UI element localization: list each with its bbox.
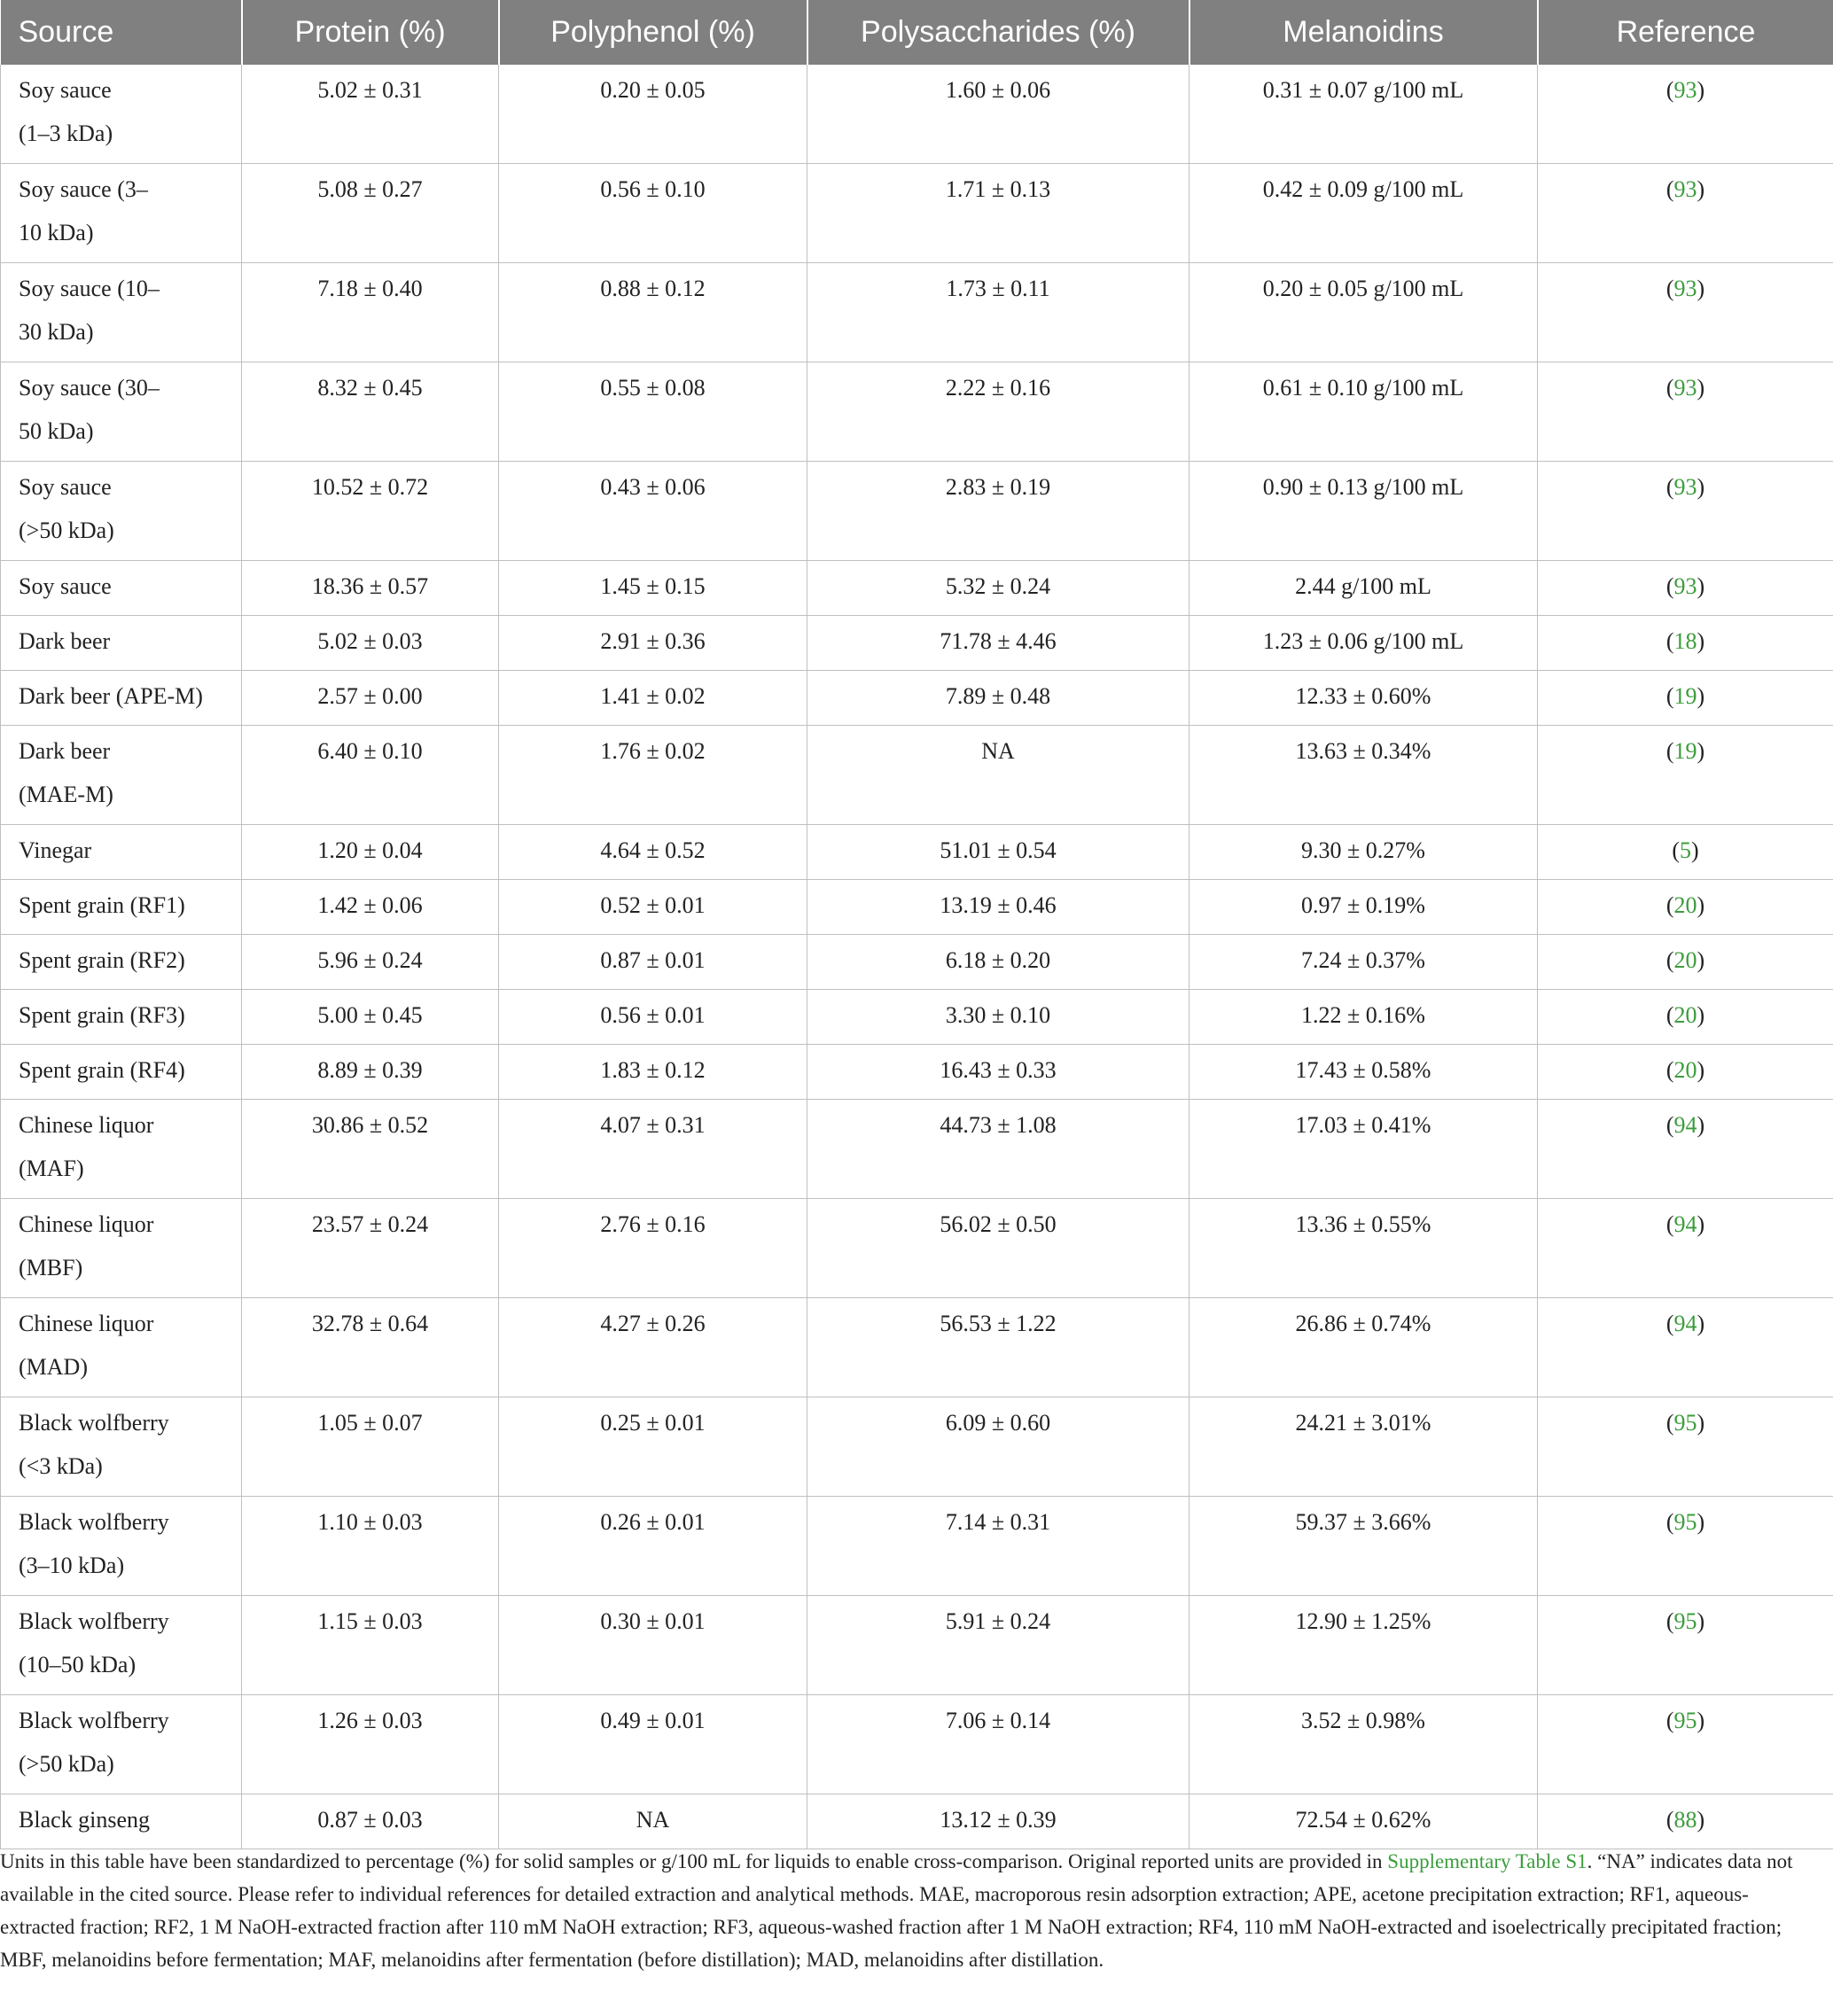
cell-source: Black wolfberry (<3 kDa) [1,1397,242,1497]
cell-reference: (95) [1538,1497,1833,1596]
reference-link[interactable]: 19 [1673,683,1697,709]
cell-reference: (5) [1538,825,1833,880]
cell-melanoidins: 17.43 ± 0.58% [1190,1045,1538,1100]
cell-protein: 30.86 ± 0.52 [242,1100,499,1199]
header-row [1,0,1833,65]
table-row [1,616,1833,671]
cell-polyphenol: 0.56 ± 0.10 [499,164,807,263]
reference-link[interactable]: 94 [1673,1112,1697,1138]
table-row [1,1100,1833,1199]
cell-melanoidins: 26.86 ± 0.74% [1190,1298,1538,1397]
cell-reference: (20) [1538,1045,1833,1100]
header-melanoidins: Melanoidins [1190,0,1538,65]
cell-melanoidins: 59.37 ± 3.66% [1190,1497,1538,1596]
reference-link[interactable]: 95 [1673,1410,1697,1436]
cell-protein: 5.00 ± 0.45 [242,990,499,1045]
table-header [1,0,1833,65]
cell-source: Soy sauce [1,561,242,616]
cell-source: Spent grain (RF2) [1,935,242,990]
cell-melanoidins: 0.61 ± 0.10 g/100 mL [1190,362,1538,462]
cell-protein: 5.08 ± 0.27 [242,164,499,263]
cell-reference: (93) [1538,65,1833,164]
reference-link[interactable]: 93 [1673,573,1697,599]
cell-melanoidins: 17.03 ± 0.41% [1190,1100,1538,1199]
cell-polysaccharides: 5.32 ± 0.24 [807,561,1190,616]
cell-polysaccharides: 6.18 ± 0.20 [807,935,1190,990]
cell-polyphenol: 0.43 ± 0.06 [499,462,807,561]
cell-melanoidins: 13.36 ± 0.55% [1190,1199,1538,1298]
reference-link[interactable]: 19 [1673,738,1697,764]
cell-polyphenol: 0.49 ± 0.01 [499,1695,807,1794]
cell-reference: (93) [1538,164,1833,263]
cell-protein: 1.05 ± 0.07 [242,1397,499,1497]
cell-protein: 1.10 ± 0.03 [242,1497,499,1596]
footnote-text-1: Units in this table have been standardized to percentage (%) for solid samples or g/100 mL for liquids to enable cross-comparison. Original reported units are provided in [0,1850,1388,1872]
cell-protein: 32.78 ± 0.64 [242,1298,499,1397]
cell-melanoidins: 1.22 ± 0.16% [1190,990,1538,1045]
cell-source: Chinese liquor (MBF) [1,1199,242,1298]
cell-source: Soy sauce (30– 50 kDa) [1,362,242,462]
header-source: Source [1,0,242,65]
reference-link[interactable]: 20 [1673,1002,1697,1028]
table-body [1,65,1833,1849]
cell-polysaccharides: 51.01 ± 0.54 [807,825,1190,880]
cell-protein: 10.52 ± 0.72 [242,462,499,561]
cell-polyphenol: 0.55 ± 0.08 [499,362,807,462]
cell-reference: (19) [1538,671,1833,726]
cell-protein: 1.15 ± 0.03 [242,1596,499,1695]
table-row [1,263,1833,362]
header-polysaccharides: Polysaccharides (%) [807,0,1190,65]
cell-melanoidins: 7.24 ± 0.37% [1190,935,1538,990]
cell-melanoidins: 3.52 ± 0.98% [1190,1695,1538,1794]
table-row [1,1794,1833,1849]
reference-link[interactable]: 5 [1680,837,1691,863]
cell-polyphenol: 1.83 ± 0.12 [499,1045,807,1100]
cell-protein: 7.18 ± 0.40 [242,263,499,362]
cell-source: Black wolfberry (10–50 kDa) [1,1596,242,1695]
cell-polysaccharides: 2.83 ± 0.19 [807,462,1190,561]
cell-polyphenol: 0.56 ± 0.01 [499,990,807,1045]
cell-protein: 5.02 ± 0.03 [242,616,499,671]
table-row [1,935,1833,990]
cell-reference: (94) [1538,1100,1833,1199]
reference-link[interactable]: 18 [1673,628,1697,654]
cell-reference: (94) [1538,1199,1833,1298]
table-row [1,825,1833,880]
table-row [1,1298,1833,1397]
table-footnote [0,1845,1808,1976]
cell-polyphenol: 2.91 ± 0.36 [499,616,807,671]
table-row [1,1497,1833,1596]
table-row [1,726,1833,825]
cell-source: Soy sauce (10– 30 kDa) [1,263,242,362]
table-row [1,990,1833,1045]
cell-protein: 5.02 ± 0.31 [242,65,499,164]
cell-reference: (93) [1538,561,1833,616]
cell-polysaccharides: 44.73 ± 1.08 [807,1100,1190,1199]
cell-polysaccharides: 56.53 ± 1.22 [807,1298,1190,1397]
cell-reference: (95) [1538,1596,1833,1695]
reference-link[interactable]: 95 [1673,1708,1697,1733]
cell-source: Black ginseng [1,1794,242,1849]
table-row [1,1695,1833,1794]
cell-polyphenol: 0.26 ± 0.01 [499,1497,807,1596]
header-reference: Reference [1538,0,1833,65]
cell-protein: 18.36 ± 0.57 [242,561,499,616]
cell-source: Soy sauce (1–3 kDa) [1,65,242,164]
cell-reference: (20) [1538,990,1833,1045]
cell-polyphenol: 1.45 ± 0.15 [499,561,807,616]
cell-polyphenol: 0.25 ± 0.01 [499,1397,807,1497]
cell-reference: (95) [1538,1695,1833,1794]
reference-link[interactable]: 93 [1673,77,1697,103]
reference-link[interactable]: 93 [1673,474,1697,500]
cell-reference: (88) [1538,1794,1833,1849]
cell-protein: 1.26 ± 0.03 [242,1695,499,1794]
cell-melanoidins: 24.21 ± 3.01% [1190,1397,1538,1497]
reference-link[interactable]: 20 [1673,1057,1697,1083]
cell-protein: 0.87 ± 0.03 [242,1794,499,1849]
cell-polysaccharides: 6.09 ± 0.60 [807,1397,1190,1497]
cell-melanoidins: 2.44 g/100 mL [1190,561,1538,616]
table-row [1,1045,1833,1100]
table-row [1,880,1833,935]
cell-melanoidins: 0.90 ± 0.13 g/100 mL [1190,462,1538,561]
cell-source: Dark beer (MAE-M) [1,726,242,825]
cell-protein: 1.20 ± 0.04 [242,825,499,880]
cell-polyphenol: 1.41 ± 0.02 [499,671,807,726]
cell-reference: (18) [1538,616,1833,671]
cell-source: Chinese liquor (MAF) [1,1100,242,1199]
cell-melanoidins: 0.31 ± 0.07 g/100 mL [1190,65,1538,164]
cell-polysaccharides: 13.12 ± 0.39 [807,1794,1190,1849]
reference-link[interactable]: 95 [1673,1608,1697,1634]
cell-polyphenol: 0.88 ± 0.12 [499,263,807,362]
cell-source: Spent grain (RF1) [1,880,242,935]
cell-polysaccharides: 71.78 ± 4.46 [807,616,1190,671]
cell-polyphenol: 4.07 ± 0.31 [499,1100,807,1199]
cell-polyphenol: 0.20 ± 0.05 [499,65,807,164]
cell-source: Soy sauce (3– 10 kDa) [1,164,242,263]
cell-reference: (20) [1538,935,1833,990]
cell-reference: (93) [1538,263,1833,362]
table-row [1,1397,1833,1497]
cell-polysaccharides: 7.89 ± 0.48 [807,671,1190,726]
cell-melanoidins: 9.30 ± 0.27% [1190,825,1538,880]
cell-reference: (20) [1538,880,1833,935]
table-row [1,65,1833,164]
cell-melanoidins: 72.54 ± 0.62% [1190,1794,1538,1849]
cell-polysaccharides: 13.19 ± 0.46 [807,880,1190,935]
cell-source: Dark beer [1,616,242,671]
cell-protein: 6.40 ± 0.10 [242,726,499,825]
cell-polyphenol: 0.30 ± 0.01 [499,1596,807,1695]
cell-polyphenol: 2.76 ± 0.16 [499,1199,807,1298]
cell-polysaccharides: NA [807,726,1190,825]
cell-reference: (19) [1538,726,1833,825]
cell-melanoidins: 1.23 ± 0.06 g/100 mL [1190,616,1538,671]
cell-polysaccharides: 1.71 ± 0.13 [807,164,1190,263]
cell-protein: 8.32 ± 0.45 [242,362,499,462]
cell-source: Chinese liquor (MAD) [1,1298,242,1397]
reference-link[interactable]: 94 [1673,1311,1697,1336]
cell-polysaccharides: 1.60 ± 0.06 [807,65,1190,164]
cell-melanoidins: 12.33 ± 0.60% [1190,671,1538,726]
cell-reference: (95) [1538,1397,1833,1497]
cell-melanoidins: 0.42 ± 0.09 g/100 mL [1190,164,1538,263]
cell-polyphenol: 4.27 ± 0.26 [499,1298,807,1397]
reference-link[interactable]: 93 [1673,176,1697,202]
table-row [1,1596,1833,1695]
table-row [1,561,1833,616]
reference-link[interactable]: 94 [1673,1211,1697,1237]
reference-link[interactable]: 93 [1673,375,1697,401]
header-protein: Protein (%) [242,0,499,65]
supplementary-table-link[interactable]: Supplementary Table S1 [1387,1850,1587,1872]
cell-polysaccharides: 56.02 ± 0.50 [807,1199,1190,1298]
cell-protein: 5.96 ± 0.24 [242,935,499,990]
cell-polysaccharides: 7.14 ± 0.31 [807,1497,1190,1596]
cell-polyphenol: 0.52 ± 0.01 [499,880,807,935]
cell-polyphenol: 4.64 ± 0.52 [499,825,807,880]
cell-polysaccharides: 7.06 ± 0.14 [807,1695,1190,1794]
cell-polyphenol: 0.87 ± 0.01 [499,935,807,990]
cell-polysaccharides: 5.91 ± 0.24 [807,1596,1190,1695]
cell-polyphenol: 1.76 ± 0.02 [499,726,807,825]
cell-reference: (93) [1538,362,1833,462]
cell-protein: 1.42 ± 0.06 [242,880,499,935]
cell-melanoidins: 13.63 ± 0.34% [1190,726,1538,825]
cell-source: Spent grain (RF4) [1,1045,242,1100]
footnote-text-2: . “NA” indicates data not available in the cited source. Please refer to individual references for detailed extraction and analytical methods. MAE, macroporous resin adsorption extraction; APE, acetone precipitation extraction; RF1, aqueous-extracted fraction; RF2, 1 M NaOH-extracted fraction after 110 mM NaOH extraction; RF3, aqueous-washed fraction after 1 M NaOH extraction; RF4, 110 mM NaOH-extracted and isoelectrically precipitated fraction; MBF, melanoidins before fermentation; MAF, melanoidins after fermentation (before distillation); MAD, melanoidins after distillation. [0,1850,1793,1971]
cell-reference: (93) [1538,462,1833,561]
cell-polysaccharides: 2.22 ± 0.16 [807,362,1190,462]
cell-source: Dark beer (APE-M) [1,671,242,726]
cell-melanoidins: 0.97 ± 0.19% [1190,880,1538,935]
cell-polyphenol: NA [499,1794,807,1849]
table-row [1,671,1833,726]
table-row [1,164,1833,263]
reference-link[interactable]: 88 [1673,1807,1697,1833]
table-row [1,362,1833,462]
header-polyphenol: Polyphenol (%) [499,0,807,65]
table-row [1,462,1833,561]
reference-link[interactable]: 20 [1673,892,1697,918]
cell-source: Vinegar [1,825,242,880]
reference-link[interactable]: 20 [1673,947,1697,973]
cell-source: Black wolfberry (>50 kDa) [1,1695,242,1794]
cell-reference: (94) [1538,1298,1833,1397]
reference-link[interactable]: 95 [1673,1509,1697,1535]
cell-melanoidins: 12.90 ± 1.25% [1190,1596,1538,1695]
table-row [1,1199,1833,1298]
cell-source: Soy sauce (>50 kDa) [1,462,242,561]
cell-polysaccharides: 1.73 ± 0.11 [807,263,1190,362]
cell-melanoidins: 0.20 ± 0.05 g/100 mL [1190,263,1538,362]
cell-protein: 2.57 ± 0.00 [242,671,499,726]
cell-protein: 8.89 ± 0.39 [242,1045,499,1100]
cell-protein: 23.57 ± 0.24 [242,1199,499,1298]
cell-source: Black wolfberry (3–10 kDa) [1,1497,242,1596]
reference-link[interactable]: 93 [1673,276,1697,301]
cell-source: Spent grain (RF3) [1,990,242,1045]
cell-polysaccharides: 16.43 ± 0.33 [807,1045,1190,1100]
cell-polysaccharides: 3.30 ± 0.10 [807,990,1190,1045]
